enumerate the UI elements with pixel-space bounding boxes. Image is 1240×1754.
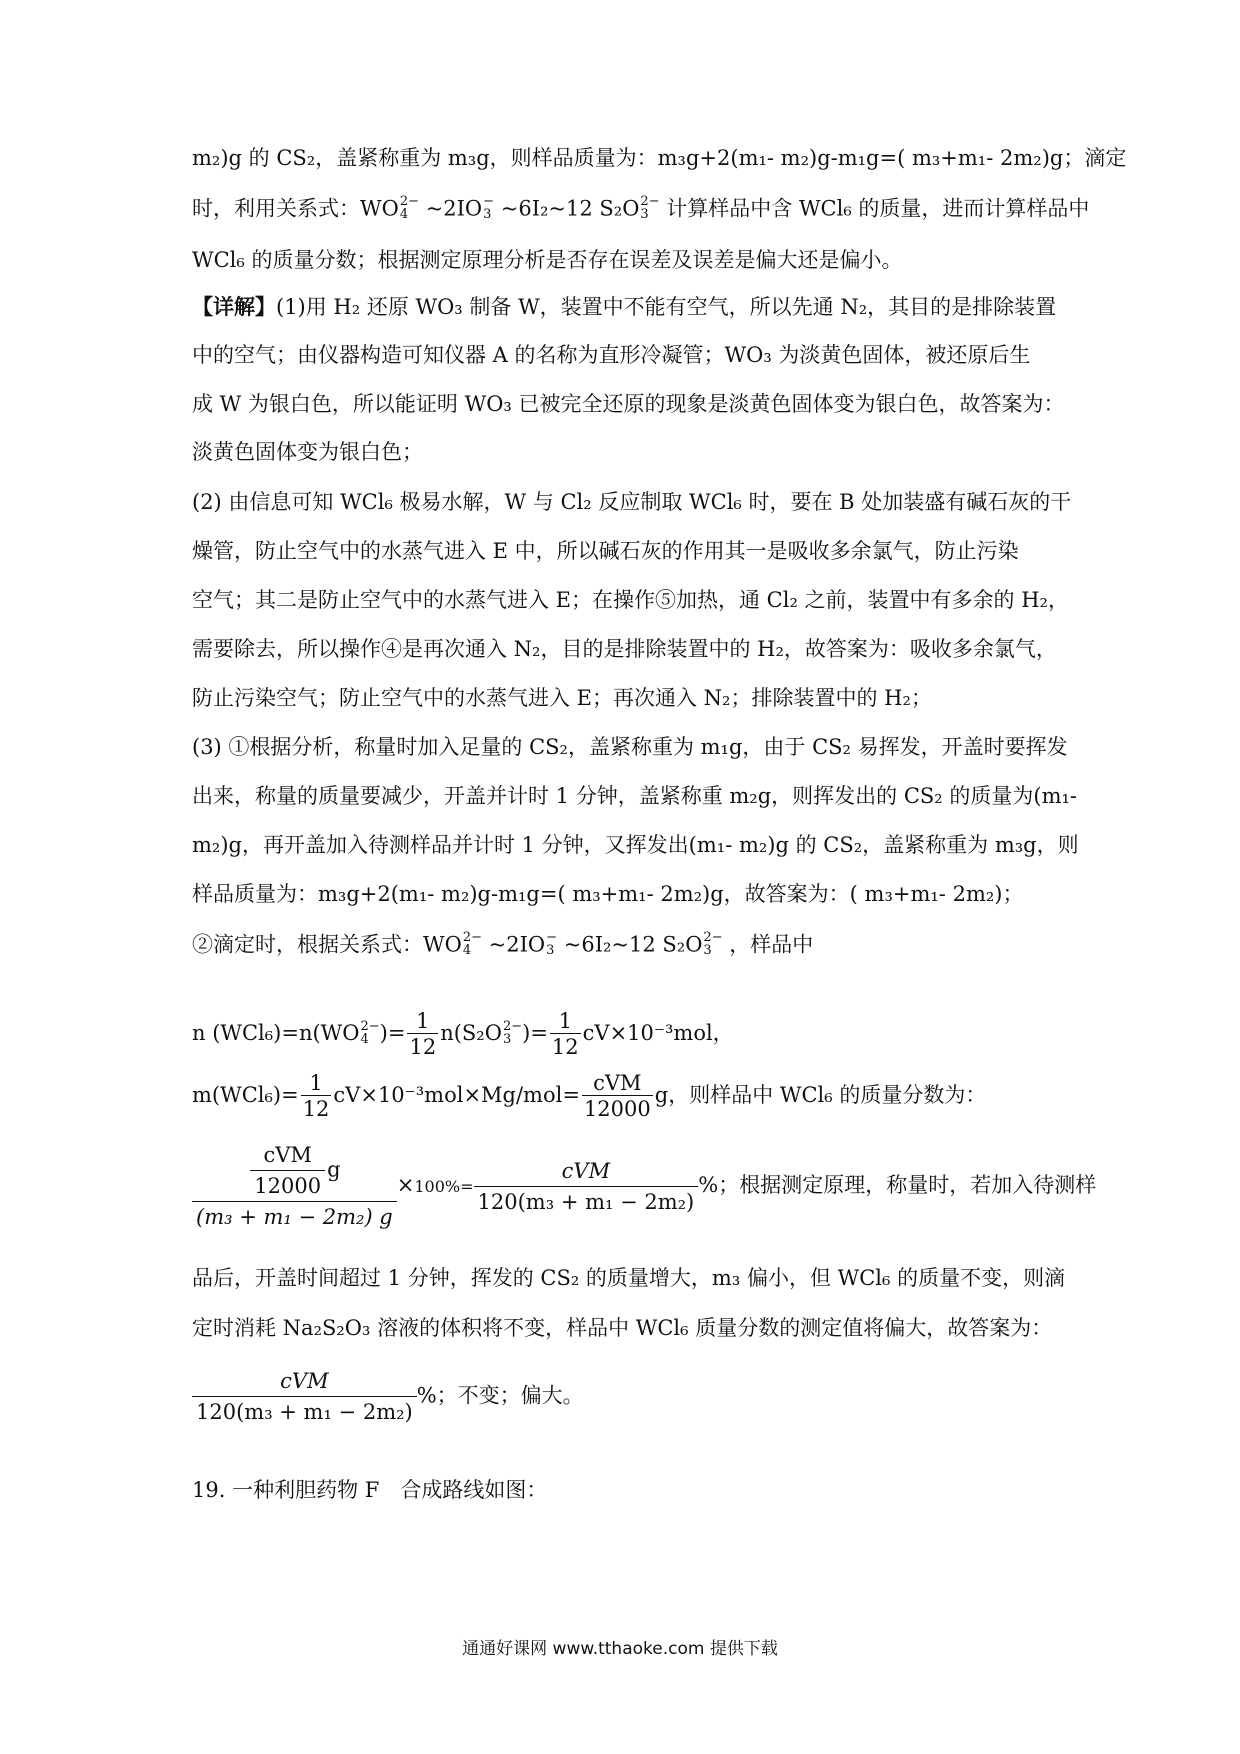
text-line-13: (3) ①根据分析，称量时加入足量的 CS₂，盖紧称重为 m₁g，由于 CS₂ 易挥发，开盖时要挥发 [192, 735, 1068, 759]
text-segment: ~6I₂~12 S₂O [500, 196, 640, 221]
fraction-numerator: $\frac{\text{cVM}}{12000}$ g [244, 1144, 344, 1201]
question-19: 19. 一种利胆药物 F 合成路线如图： [192, 1478, 548, 1502]
text-segment: %；不变；偏大。 [416, 1383, 584, 1408]
text-line-1: m₂)g 的 CS₂，盖紧称重为 m₃g，则样品质量为：m₃g+2(m₁- m₂)g-m₁g=( m₃+m₁- 2m₂)g；滴定 [192, 146, 1127, 170]
text-line-5: 中的空气；由仪器构造可知仪器 A 的名称为直形冷凝管；WO₃ 为淡黄色固体，被还原后生 [192, 343, 1031, 367]
times-sign: × [396, 1173, 415, 1198]
equation-mass [192, 1072, 986, 1121]
ion-index: 2− 4 [462, 930, 482, 958]
text-segment: ~6I₂~12 S₂O [563, 932, 703, 957]
text-line-7: 淡黄色固体变为银白色； [192, 440, 423, 464]
text-line-11: 需要除去，所以操作④是再次通入 N₂，目的是排除装置中的 H₂，故答案为：吸收多余氯气， [192, 637, 1057, 661]
text-segment: n (WCl₆)=n(WO [192, 1021, 360, 1046]
text-segment: 时，利用关系式：WO [192, 196, 399, 221]
text-line-3: WCl₆ 的质量分数；根据测定原理分析是否存在误差及误差是偏大还是偏小。 [192, 248, 903, 272]
ion-index: 2− 3 [703, 930, 723, 958]
text-segment: %；根据测定原理，称量时，若加入待测样 [698, 1173, 1097, 1198]
fraction-denominator: (m₃ + m₁ − 2m₂) g [192, 1201, 397, 1229]
text-line-14: 出来，称量的质量要减少，开盖并计时 1 分钟，盖紧称重 m₂g，则挥发出的 CS₂ 的质量为(m₁- [192, 784, 1078, 808]
fraction-result: $\frac{\text{cVM}}{\text{120(m₃ + m₁ − 2m₂)}}$ [474, 1160, 699, 1214]
text-segment: ②滴定时，根据关系式：WO [192, 932, 462, 957]
equation-fraction [192, 1144, 1096, 1229]
answer-fraction [192, 1370, 584, 1424]
text-segment: 计算样品中含 WCl₆ 的质量，进而计算样品中 [666, 196, 1090, 221]
equation-moles [192, 1010, 734, 1059]
fraction-one-twelfth: $\frac{1}{12}$ [551, 1009, 579, 1060]
text-line-4 [192, 296, 1056, 318]
ion-index: − 3 [483, 194, 495, 222]
text-segment: (1)用 H₂ 还原 WO₃ 制备 W，装置中不能有空气，所以先通 N₂，其目的是排除装置 [276, 295, 1057, 319]
ion-index: 2− 4 [399, 194, 419, 222]
text-line-17 [192, 930, 814, 959]
text-segment: )= [379, 1021, 406, 1046]
text-line-15: m₂)g，再开盖加入待测样品并计时 1 分钟，又挥发出(m₁- m₂)g 的 CS₂，盖紧称重为 m₃g，则 [192, 833, 1079, 857]
text-line-10: 空气；其二是防止空气中的水蒸气进入 E；在操作⑤加热，通 Cl₂ 之前，装置中有多余的 H₂， [192, 588, 1069, 612]
ion-index: 2− 3 [640, 194, 660, 222]
fraction-cvm-12000: $\frac{\text{cVM}}{12000}$ [250, 1144, 325, 1198]
text-segment: m(WCl₆)= [192, 1083, 299, 1108]
fraction-result: $\frac{\text{cVM}}{\text{120(m₃ + m₁ − 2m₂)}}$ [192, 1370, 417, 1424]
text-line-21: 品后，开盖时间超过 1 分钟，挥发的 CS₂ 的质量增大，m₃ 偏小，但 WCl₆ 的质量不变，则滴 [192, 1266, 1066, 1290]
text-segment: ，样品中 [729, 932, 814, 957]
text-segment: )= [522, 1021, 548, 1046]
text-segment: g，则样品中 WCl₆ 的质量分数为： [654, 1083, 987, 1108]
text-segment: n(S₂O [440, 1021, 502, 1046]
fraction-one-twelfth: $\frac{1}{12}$ [302, 1071, 330, 1122]
text-line-22: 定时消耗 Na₂S₂O₃ 溶液的体积将不变，样品中 WCl₆ 质量分数的测定值将偏大，故答案为： [192, 1316, 1053, 1340]
text-line-16: 样品质量为：m₃g+2(m₁- m₂)g-m₁g=( m₃+m₁- 2m₂)g，故答案为：( m₃+m₁- 2m₂)； [192, 882, 1024, 906]
text-line-8: (2) 由信息可知 WCl₆ 极易水解，W 与 Cl₂ 反应制取 WCl₆ 时，要在 B 处加装盛有碱石灰的干 [192, 490, 1072, 514]
fraction-cvm-12000: $\frac{\text{cVM}}{12000}$ [583, 1071, 651, 1122]
text-line-2 [192, 194, 1090, 223]
section-tag: 【详解】 [192, 294, 276, 319]
text-line-9: 燥管，防止空气中的水蒸气进入 E 中，所以碱石灰的作用其一是吸收多余氯气，防止污染 [192, 539, 1019, 563]
footer-download-note: 通通好课网 www.tthaoke.com 提供下载 [462, 1639, 778, 1659]
fraction-one-twelfth: $\frac{1}{12}$ [409, 1009, 437, 1060]
ion-index: 2− 3 [502, 1018, 523, 1047]
text-segment: cV×10⁻³mol×Mg/mol= [333, 1083, 580, 1108]
text-segment: ~2IO [488, 932, 546, 957]
ion-index: − 3 [546, 930, 558, 958]
text-segment: cV×10⁻³mol， [582, 1021, 734, 1046]
text-line-12: 防止污染空气；防止空气中的水蒸气进入 E；再次通入 N₂；排除装置中的 H₂； [192, 686, 932, 710]
text-line-6: 成 W 为银白色，所以能证明 WO₃ 已被完全还原的现象是淡黄色固体变为银白色，故答案为： [192, 392, 1065, 416]
ion-index: 2− 4 [360, 1018, 380, 1047]
percent-factor: 100%= [414, 1177, 474, 1197]
fraction-mass-ratio [192, 1144, 397, 1229]
text-segment: ~2IO [425, 196, 483, 221]
